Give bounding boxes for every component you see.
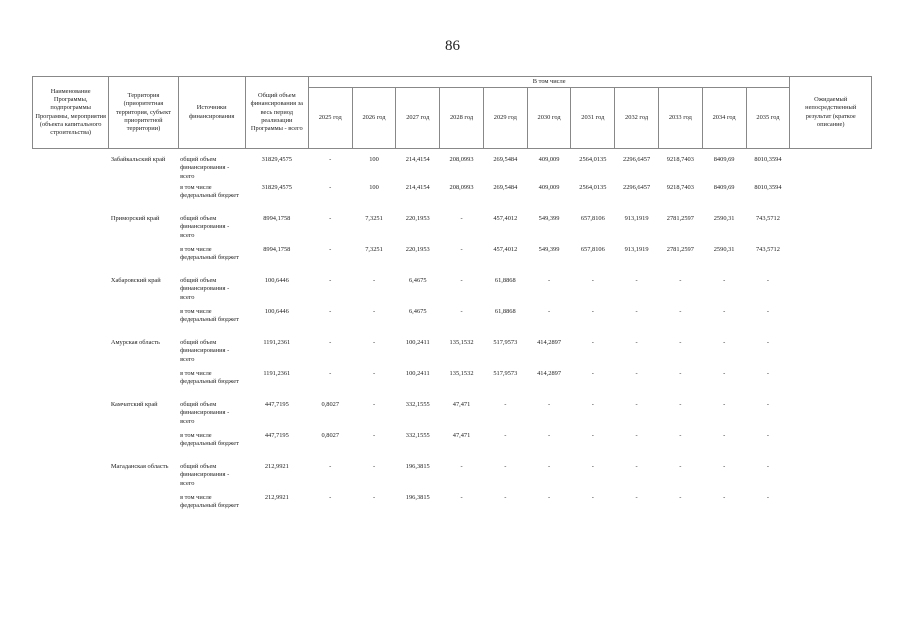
cell-source: в том числе федеральный бюджет — [180, 246, 239, 262]
cell-territory: Амурская область — [110, 339, 160, 347]
cell-year-value: 100 — [369, 184, 379, 192]
cell-year-value: 409,009 — [538, 156, 560, 164]
cell-year-value: - — [723, 463, 726, 471]
cell-year-value: - — [766, 494, 770, 502]
cell-total: 100,6446 — [264, 277, 289, 285]
cell-year-value: 2590,31 — [713, 246, 735, 254]
cell-year-value: - — [591, 432, 594, 440]
cell-year-value: - — [766, 308, 770, 316]
cell-year-value: 61,8868 — [494, 308, 516, 316]
cell-year-value: 8409,69 — [713, 156, 735, 164]
cell-year-value: - — [723, 432, 726, 440]
cell-year-value: - — [548, 277, 551, 285]
page-number: 86 — [445, 38, 460, 54]
cell-name — [33, 215, 109, 246]
cell-year-value: 414,2897 — [537, 339, 562, 347]
cell-year-value: 7,3251 — [365, 215, 383, 223]
cell-result — [790, 401, 872, 432]
cell-total: 8994,1758 — [263, 215, 291, 223]
table-row — [33, 370, 872, 401]
cell-year-value: - — [372, 401, 376, 409]
cell-result — [790, 246, 872, 277]
cell-name — [33, 463, 109, 494]
cell-result — [790, 432, 872, 463]
cell-year-value: - — [329, 463, 332, 471]
cell-year-value: - — [372, 277, 376, 285]
header-year: 2033 год — [658, 88, 702, 149]
cell-year-value: - — [460, 215, 463, 223]
cell-year-value: 657,8106 — [580, 246, 605, 254]
cell-source: общий объем финансирования - всего — [180, 156, 230, 180]
cell-year-value: 135,1532 — [449, 370, 474, 378]
table-row — [33, 215, 872, 246]
cell-name — [33, 149, 109, 185]
cell-year-value: - — [372, 432, 376, 440]
header-year: 2025 год — [308, 88, 352, 149]
cell-year-value: 7,3251 — [365, 246, 383, 254]
cell-territory — [109, 494, 178, 525]
cell-year-value: - — [548, 432, 551, 440]
cell-year-value: 2564,0135 — [579, 156, 607, 164]
cell-year-value: - — [372, 463, 376, 471]
cell-year-value: 657,8106 — [580, 215, 605, 223]
cell-total: 212,9921 — [264, 463, 289, 471]
cell-result — [790, 308, 872, 339]
cell-year-value: 332,1555 — [405, 432, 430, 440]
cell-year-value: 220,1953 — [405, 215, 430, 223]
cell-total: 31829,4575 — [261, 156, 292, 164]
cell-source: общий объем финансирования - всего — [180, 401, 230, 425]
cell-year-value: - — [504, 432, 507, 440]
header-year: 2027 год — [396, 88, 440, 149]
cell-source: в том числе федеральный бюджет — [180, 308, 239, 324]
cell-year-value: - — [591, 339, 594, 347]
cell-year-value: - — [635, 401, 638, 409]
header-in-that: В том числе — [308, 77, 790, 88]
cell-year-value: - — [329, 308, 332, 316]
cell-result — [790, 184, 872, 215]
cell-year-value: - — [766, 277, 770, 285]
cell-year-value: - — [679, 339, 682, 347]
cell-year-value: 457,4012 — [493, 215, 518, 223]
cell-year-value: - — [329, 215, 332, 223]
cell-year-value: - — [372, 370, 376, 378]
cell-year-value: 214,4154 — [405, 184, 430, 192]
cell-territory: Хабаровский край — [110, 277, 161, 285]
cell-name — [33, 339, 109, 370]
cell-total: 447,7195 — [264, 432, 289, 440]
cell-result — [790, 463, 872, 494]
cell-year-value: 332,1555 — [405, 401, 430, 409]
cell-year-value: 100,2411 — [405, 370, 430, 378]
cell-total: 31829,4575 — [261, 184, 292, 192]
cell-source: общий объем финансирования - всего — [180, 339, 230, 363]
table-row — [33, 494, 872, 525]
table-body — [33, 149, 872, 526]
cell-year-value: - — [679, 494, 682, 502]
cell-territory: Магаданская область — [110, 463, 169, 471]
cell-result — [790, 339, 872, 370]
cell-name — [33, 184, 109, 215]
cell-name — [33, 246, 109, 277]
cell-year-value: 913,1919 — [624, 215, 649, 223]
cell-year-value: - — [460, 463, 463, 471]
cell-year-value: - — [635, 277, 638, 285]
cell-year-value: - — [591, 370, 594, 378]
cell-year-value: - — [329, 156, 332, 164]
cell-year-value: - — [372, 339, 376, 347]
cell-year-value: 414,2897 — [537, 370, 562, 378]
cell-year-value: - — [591, 494, 594, 502]
cell-territory: Забайкальский край — [110, 156, 166, 164]
cell-year-value: - — [504, 401, 507, 409]
cell-total: 1191,2361 — [263, 339, 291, 347]
cell-year-value: 269,5484 — [493, 184, 518, 192]
cell-source: общий объем финансирования - всего — [180, 463, 230, 487]
cell-year-value: - — [679, 401, 682, 409]
cell-year-value: - — [635, 308, 638, 316]
header-total: Общий объем финансирования за весь период реализации Программы - всего — [245, 77, 308, 149]
cell-year-value: - — [460, 494, 463, 502]
cell-year-value: - — [766, 401, 770, 409]
cell-year-value: - — [766, 432, 770, 440]
cell-source: общий объем финансирования - всего — [180, 277, 230, 301]
cell-year-value: 0,8027 — [321, 432, 340, 440]
cell-year-value: - — [679, 432, 682, 440]
cell-year-value: 8010,3594 — [754, 184, 782, 192]
cell-year-value: 100,2411 — [405, 339, 430, 347]
cell-year-value: 743,5712 — [755, 246, 780, 254]
header-name: Наименование Программы, подпрограммы Программы, мероприятия (объекта капитального строительства) — [33, 77, 109, 149]
cell-year-value: 196,3815 — [405, 494, 430, 502]
cell-year-value: 9218,7403 — [666, 184, 694, 192]
header-year: 2026 год — [352, 88, 396, 149]
cell-year-value: 517,9573 — [493, 370, 518, 378]
cell-total: 8994,1758 — [263, 246, 291, 254]
cell-year-value: - — [591, 463, 594, 471]
cell-territory — [109, 370, 178, 401]
cell-year-value: 409,009 — [538, 184, 560, 192]
cell-year-value: - — [679, 277, 682, 285]
cell-year-value: - — [372, 494, 376, 502]
cell-source: в том числе федеральный бюджет — [180, 184, 239, 200]
cell-year-value: - — [460, 246, 463, 254]
table-header — [33, 77, 872, 149]
cell-year-value: 214,4154 — [405, 156, 430, 164]
cell-year-value: 6,4675 — [408, 277, 427, 285]
cell-year-value: - — [460, 277, 463, 285]
cell-source: в том числе федеральный бюджет — [180, 494, 239, 510]
cell-total: 447,7195 — [264, 401, 289, 409]
cell-year-value: - — [591, 308, 594, 316]
cell-name — [33, 494, 109, 525]
cell-year-value: 6,4675 — [408, 308, 427, 316]
cell-year-value: 2296,6457 — [623, 156, 651, 164]
cell-year-value: 2296,6457 — [623, 184, 651, 192]
cell-year-value: - — [679, 308, 682, 316]
header-year: 2034 год — [702, 88, 746, 149]
header-source: Источники финансирования — [178, 77, 245, 149]
cell-year-value: 913,1919 — [624, 246, 649, 254]
cell-year-value: 208,0993 — [449, 184, 474, 192]
cell-territory — [109, 432, 178, 463]
cell-name — [33, 401, 109, 432]
cell-name — [33, 370, 109, 401]
table-row — [33, 184, 872, 215]
table-row — [33, 432, 872, 463]
cell-year-value: - — [329, 184, 332, 192]
cell-year-value: - — [548, 494, 551, 502]
header-year: 2029 год — [483, 88, 527, 149]
table-row — [33, 149, 872, 185]
cell-source: в том числе федеральный бюджет — [180, 370, 239, 386]
header-territory: Территория (приоритетная территория, субъект приоритетной территории) — [109, 77, 178, 149]
cell-territory: Приморский край — [110, 215, 160, 223]
cell-year-value: - — [766, 463, 770, 471]
cell-name — [33, 308, 109, 339]
cell-year-value: - — [723, 370, 726, 378]
cell-year-value: 135,1532 — [449, 339, 474, 347]
cell-year-value: - — [766, 339, 770, 347]
cell-year-value: - — [591, 401, 594, 409]
cell-year-value: - — [548, 463, 551, 471]
cell-year-value: - — [635, 494, 638, 502]
cell-year-value: - — [723, 401, 726, 409]
cell-year-value: 2781,2597 — [666, 215, 694, 223]
cell-year-value: - — [460, 308, 463, 316]
cell-year-value: 208,0993 — [449, 156, 474, 164]
cell-year-value: - — [504, 463, 507, 471]
cell-year-value: - — [723, 277, 726, 285]
cell-year-value: 549,399 — [538, 246, 560, 254]
cell-year-value: 47,471 — [452, 401, 471, 409]
cell-year-value: 100 — [369, 156, 379, 164]
cell-result — [790, 494, 872, 525]
cell-result — [790, 370, 872, 401]
cell-year-value: - — [723, 339, 726, 347]
cell-year-value: - — [766, 370, 770, 378]
header-year: 2035 год — [746, 88, 790, 149]
cell-year-value: - — [635, 432, 638, 440]
cell-year-value: - — [329, 246, 332, 254]
cell-year-value: - — [329, 494, 332, 502]
table-row — [33, 463, 872, 494]
cell-year-value: - — [679, 463, 682, 471]
cell-name — [33, 277, 109, 308]
cell-year-value: 2590,31 — [713, 215, 735, 223]
cell-territory — [109, 308, 178, 339]
cell-year-value: - — [635, 370, 638, 378]
header-year: 2031 год — [571, 88, 615, 149]
cell-year-value: - — [329, 277, 332, 285]
cell-year-value: 220,1953 — [405, 246, 430, 254]
cell-year-value: 743,5712 — [755, 215, 780, 223]
cell-year-value: - — [635, 339, 638, 347]
cell-year-value: - — [329, 370, 332, 378]
financing-table — [32, 76, 872, 525]
cell-year-value: 8409,69 — [713, 184, 735, 192]
cell-source: общий объем финансирования - всего — [180, 215, 230, 239]
cell-result — [790, 215, 872, 246]
cell-result — [790, 277, 872, 308]
header-result: Ожидаемый непосредственный результат (краткое описание) — [790, 77, 872, 149]
cell-year-value: - — [723, 494, 726, 502]
cell-year-value: - — [548, 308, 551, 316]
cell-territory — [109, 184, 178, 215]
cell-name — [33, 432, 109, 463]
cell-year-value: 2564,0135 — [579, 184, 607, 192]
table-row — [33, 277, 872, 308]
cell-year-value: 47,471 — [452, 432, 471, 440]
cell-year-value: 549,399 — [538, 215, 560, 223]
cell-year-value: 517,9573 — [493, 339, 518, 347]
header-year: 2032 год — [615, 88, 659, 149]
cell-year-value: - — [591, 277, 594, 285]
table-row — [33, 246, 872, 277]
cell-territory: Камчатский край — [110, 401, 158, 409]
cell-year-value: - — [329, 339, 332, 347]
cell-year-value: 8010,3594 — [754, 156, 782, 164]
table-row — [33, 401, 872, 432]
cell-year-value: 457,4012 — [493, 246, 518, 254]
cell-territory — [109, 246, 178, 277]
header-year: 2028 год — [440, 88, 484, 149]
cell-year-value: - — [548, 401, 551, 409]
cell-year-value: - — [679, 370, 682, 378]
cell-year-value: - — [504, 494, 507, 502]
cell-year-value: 9218,7403 — [666, 156, 694, 164]
cell-year-value: - — [723, 308, 726, 316]
cell-total: 1191,2361 — [263, 370, 291, 378]
table-row — [33, 339, 872, 370]
cell-total: 212,9921 — [264, 494, 289, 502]
cell-year-value: 2781,2597 — [666, 246, 694, 254]
cell-year-value: 269,5484 — [493, 156, 518, 164]
cell-year-value: - — [372, 308, 376, 316]
cell-year-value: - — [635, 463, 638, 471]
cell-year-value: 61,8868 — [494, 277, 516, 285]
cell-year-value: 196,3815 — [405, 463, 430, 471]
cell-total: 100,6446 — [264, 308, 289, 316]
table-row — [33, 308, 872, 339]
cell-source: в том числе федеральный бюджет — [180, 432, 239, 448]
cell-result — [790, 149, 872, 185]
header-year: 2030 год — [527, 88, 571, 149]
cell-year-value: 0,8027 — [321, 401, 340, 409]
